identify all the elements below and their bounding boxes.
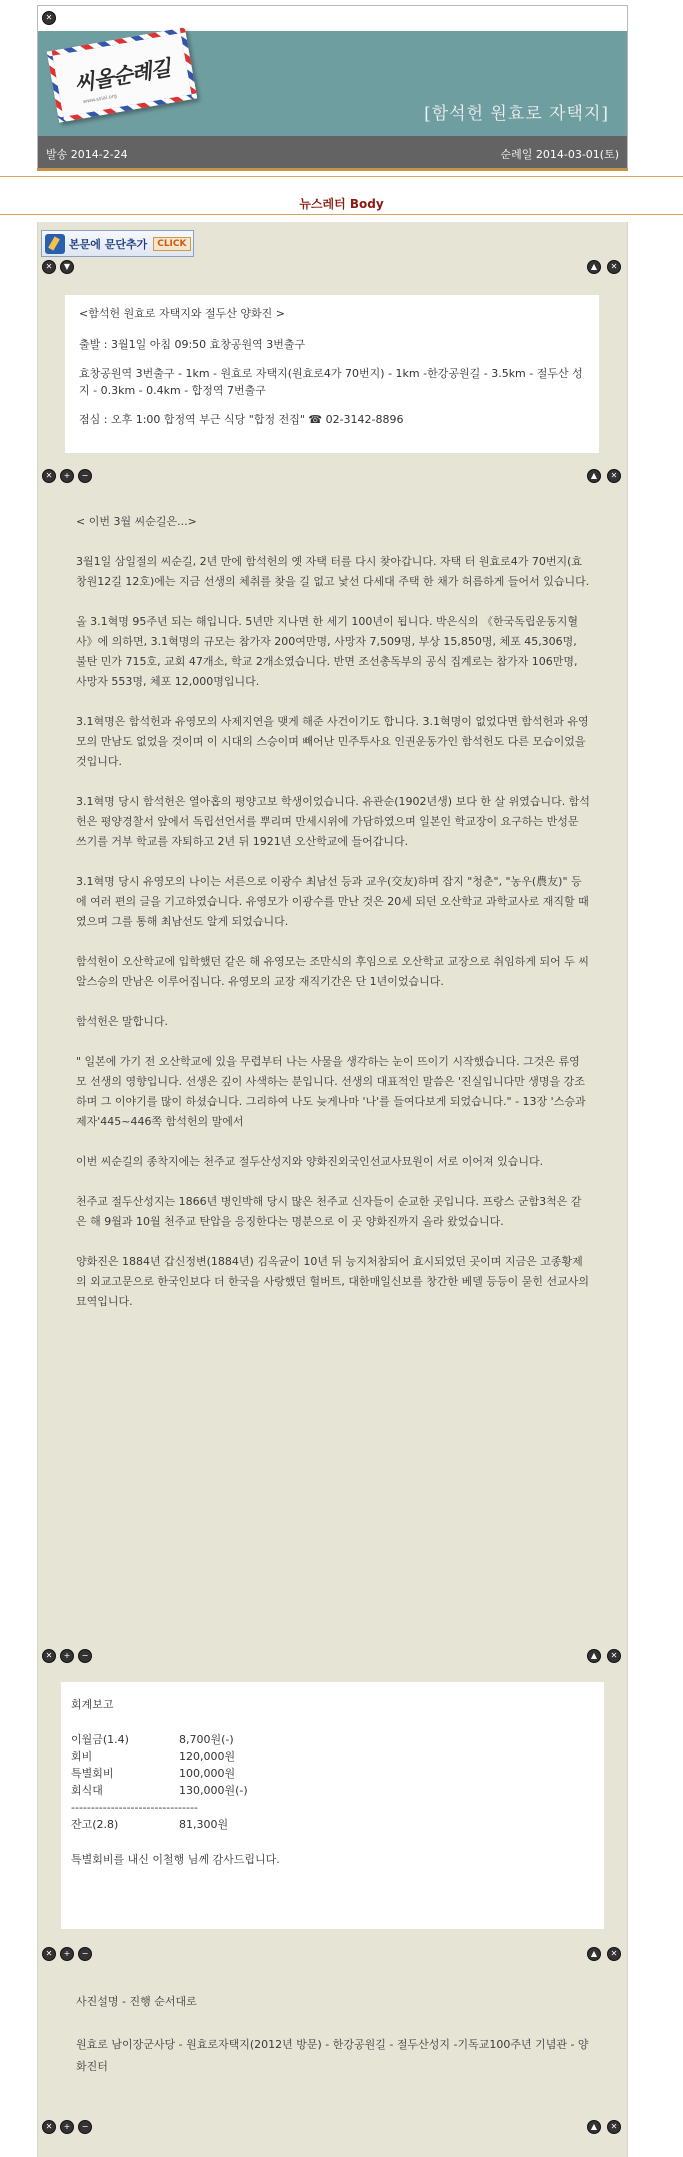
minus-icon[interactable]: − — [78, 2120, 92, 2134]
notice-title: <함석헌 원효로 자택지와 절두산 양화진 > — [79, 307, 285, 320]
close-icon[interactable]: ✕ — [607, 469, 621, 483]
article-quote: " 일본에 가기 전 오산학교에 있을 무렵부터 나는 사물을 생각하는 눈이 뜨이기 시작했습니다. 그것은 류영모 선생의 영향입니다. 선생은 깊이 사색하는 분입니다. 선생의 대표적인 말씀은 '진실입니다만 생명을 강조하며 그 이야기를 많이 하셨습니다. 그리하여 나도 늦게나마 '나'를 들여다보게 되었습니다." - 13장 '스승과 제자'445~446쪽 함석헌의 말에서 — [76, 1055, 586, 1128]
article-paragraph: 3.1혁명은 함석헌과 유영모의 사제지연을 맺게 해준 사건이기도 합니다. 3.1혁명이 없었다면 함석헌과 유영모의 만남도 없었을 것이며 이 시대의 스승이며 빼어난 민주투사요 인권운동가인 함석헌도 다른 모습이었을 것입니다. — [76, 715, 589, 768]
header-banner — [37, 31, 628, 136]
block-controls — [38, 2120, 627, 2136]
article-paragraph: 올 3.1혁명 95주년 되는 해입니다. 5년만 지나면 한 세기 100년이 됩니다. 박은식의 《한국독립운동지혈사》에 의하면, 3.1혁명의 규모는 참가자 200여만명, 사망자 7,509명, 부상 15,850명, 체포 45,306명, 불탄 민가 715호, 교회 47개소, 학교 2개소였습니다. 반면 조선총독부의 공식 집계로는 참가자 106만명, 사망자 553명, 체포 12,000명입니다. — [76, 615, 578, 688]
article-text — [76, 512, 590, 1312]
newsletter-body — [37, 222, 628, 2157]
up-arrow-icon[interactable]: ▲ — [587, 1649, 601, 1663]
accounting-value: 8,700원(-) — [179, 1733, 234, 1746]
notice-route: 효창공원역 3번출구 - 1km - 원효로 자택지(원효로4가 70번지) - 1km -한강공원길 - 3.5km - 절두산 성지 - 0.3km - 0.4km - 합정역 7번출구 — [79, 367, 583, 397]
divider — [0, 176, 683, 177]
minus-icon[interactable]: − — [78, 1947, 92, 1961]
header-topbar — [37, 5, 628, 31]
block-controls — [38, 1649, 627, 1665]
block-controls — [38, 260, 627, 276]
article-paragraph: 양화진은 1884년 갑신정변(1884년) 김옥균이 10년 뒤 능지처참되어 효시되었던 곳이며 지금은 고종황제의 외교고문으로 한국인보다 더 한국을 사랑했던 헐버트, 대한매일신보를 창간한 베델 등등이 묻힌 선교사의 묘역입니다. — [76, 1255, 589, 1308]
minus-icon[interactable]: − — [78, 469, 92, 483]
accounting-label: 회비 — [71, 1750, 93, 1763]
article-paragraph: 함석헌이 오산학교에 입학했던 같은 해 유영모는 조만식의 후임으로 오산학교 교장으로 취임하게 되어 두 씨알스승의 만남은 이루어집니다. 유영모의 교장 재직기간은 단 1년이었습니다. — [76, 955, 589, 988]
date-bar — [37, 136, 628, 168]
photo-caption — [76, 1992, 590, 2078]
notice-box — [65, 295, 599, 453]
sent-date: 발송 2014-2-24 — [46, 148, 128, 161]
plus-icon[interactable]: + — [60, 469, 74, 483]
logo-subtext: www.ssial.org — [82, 93, 118, 106]
up-arrow-icon[interactable]: ▲ — [587, 469, 601, 483]
accounting-value: 120,000원 — [179, 1750, 236, 1763]
newsletter-title: 뉴스레터 Body — [299, 197, 384, 211]
accounting-row — [71, 1782, 594, 1799]
logo-text: 씨올순례길 — [72, 54, 172, 97]
plus-icon[interactable]: + — [60, 2120, 74, 2134]
accounting-row — [71, 1748, 594, 1765]
notice-departure: 출발 : 3월1일 아침 09:50 효창공원역 3번출구 — [79, 338, 306, 351]
article-heading: < 이번 3월 씨순길은...> — [76, 515, 197, 528]
close-icon[interactable]: ✕ — [42, 2120, 56, 2134]
accounting-label: 특별회비 — [71, 1767, 114, 1780]
article-paragraph: 3월1일 삼일절의 씨순길, 2년 만에 함석헌의 옛 자택 터를 다시 찾아갑니다. 자택 터 원효로4가 70번지(효창원12길 12호)에는 지금 선생의 체취를 찾을 길 없고 낯선 다세대 주택 한 채가 허름하게 들어서 있습니다. — [76, 555, 590, 588]
up-arrow-icon[interactable]: ▲ — [587, 2120, 601, 2134]
add-paragraph-label: 본문에 문단추가 — [69, 237, 148, 251]
accounting-box — [61, 1682, 604, 1929]
accounting-title: 회계보고 — [71, 1698, 114, 1711]
accounting-value: 100,000원 — [179, 1767, 236, 1780]
close-icon[interactable]: ✕ — [42, 260, 56, 274]
plus-icon[interactable]: + — [60, 1649, 74, 1663]
pen-icon — [45, 234, 65, 254]
add-paragraph-button[interactable] — [41, 230, 194, 257]
accounting-row — [71, 1765, 594, 1782]
divider — [37, 168, 628, 171]
close-icon[interactable]: ✕ — [607, 1649, 621, 1663]
accounting-divider: -------------------------------- — [71, 1801, 199, 1814]
article-paragraph: 3.1혁명 당시 함석헌은 열아홉의 평양고보 학생이었습니다. 유관순(1902년생) 보다 한 살 위였습니다. 함석헌은 평양경찰서 앞에서 독립선언서를 뿌리며 만세시위에 가담하였으며 일본인 학교장이 요구하는 반성문 쓰기를 거부 학교를 자퇴하고 2년 뒤 1921년 오산학교에 들어갑니다. — [76, 795, 590, 848]
logo — [47, 27, 197, 122]
close-icon[interactable]: ✕ — [42, 1947, 56, 1961]
close-icon[interactable]: ✕ — [607, 1947, 621, 1961]
photo-title: 사진설명 - 진행 순서대로 — [76, 1995, 197, 2008]
photo-desc: 원효로 남이장군사당 - 원효로자택지(2012년 방문) - 한강공원길 - 절두산성지 -기독교100주년 기념관 - 양화진터 — [76, 2038, 589, 2073]
accounting-row — [71, 1731, 594, 1748]
down-arrow-icon[interactable]: ▼ — [60, 260, 74, 274]
plus-icon[interactable]: + — [60, 1947, 74, 1961]
close-icon[interactable]: ✕ — [42, 469, 56, 483]
close-icon[interactable]: ✕ — [42, 11, 56, 25]
click-badge: CLICK — [153, 237, 190, 251]
block-controls — [38, 1947, 627, 1963]
article-paragraph: 천주교 절두산성지는 1866년 병인박해 당시 많은 천주교 신자들이 순교한 곳입니다. 프랑스 군함3척은 같은 해 9월과 10월 천주교 탄압을 응징한다는 명분으로 이 곳 양화진까지 올라 왔었습니다. — [76, 1195, 582, 1228]
notice-lunch: 점심 : 오후 1:00 합정역 부근 식당 "합정 전집" ☎ 02-3142-8896 — [79, 413, 404, 426]
balance-label: 잔고(2.8) — [71, 1818, 119, 1831]
article-paragraph: 3.1혁명 당시 유영모의 나이는 서른으로 이광수 최남선 등과 교우(交友)하며 잡지 "청춘", "농우(農友)" 등에 여러 편의 글을 기고하였습니다. 유영모가 이광수를 만난 것은 20세 되던 오산학교 과학교사로 재직할 때 였으며 그를 통해 최남선도 알게 되었습니다. — [76, 875, 589, 928]
close-icon[interactable]: ✕ — [607, 260, 621, 274]
banner-slogan: [함석헌 원효로 자택지] — [424, 104, 609, 124]
divider — [0, 214, 683, 215]
walk-date: 순례일 2014-03-01(토) — [500, 148, 619, 161]
block-controls — [38, 469, 627, 485]
accounting-balance — [71, 1816, 594, 1833]
minus-icon[interactable]: − — [78, 1649, 92, 1663]
up-arrow-icon[interactable]: ▲ — [587, 1947, 601, 1961]
article-paragraph: 이번 씨순길의 종착지에는 천주교 절두산성지와 양화진외국인선교사묘원이 서로 이어져 있습니다. — [76, 1155, 544, 1168]
close-icon[interactable]: ✕ — [42, 1649, 56, 1663]
accounting-value: 130,000원(-) — [179, 1784, 248, 1797]
up-arrow-icon[interactable]: ▲ — [587, 260, 601, 274]
balance-value: 81,300원 — [179, 1818, 229, 1831]
close-icon[interactable]: ✕ — [607, 2120, 621, 2134]
accounting-label: 회식대 — [71, 1784, 103, 1797]
accounting-label: 이월금(1.4) — [71, 1733, 129, 1746]
article-paragraph: 함석헌은 말합니다. — [76, 1015, 169, 1028]
accounting-thanks: 특별회비를 내신 이철행 님께 감사드립니다. — [71, 1853, 280, 1866]
